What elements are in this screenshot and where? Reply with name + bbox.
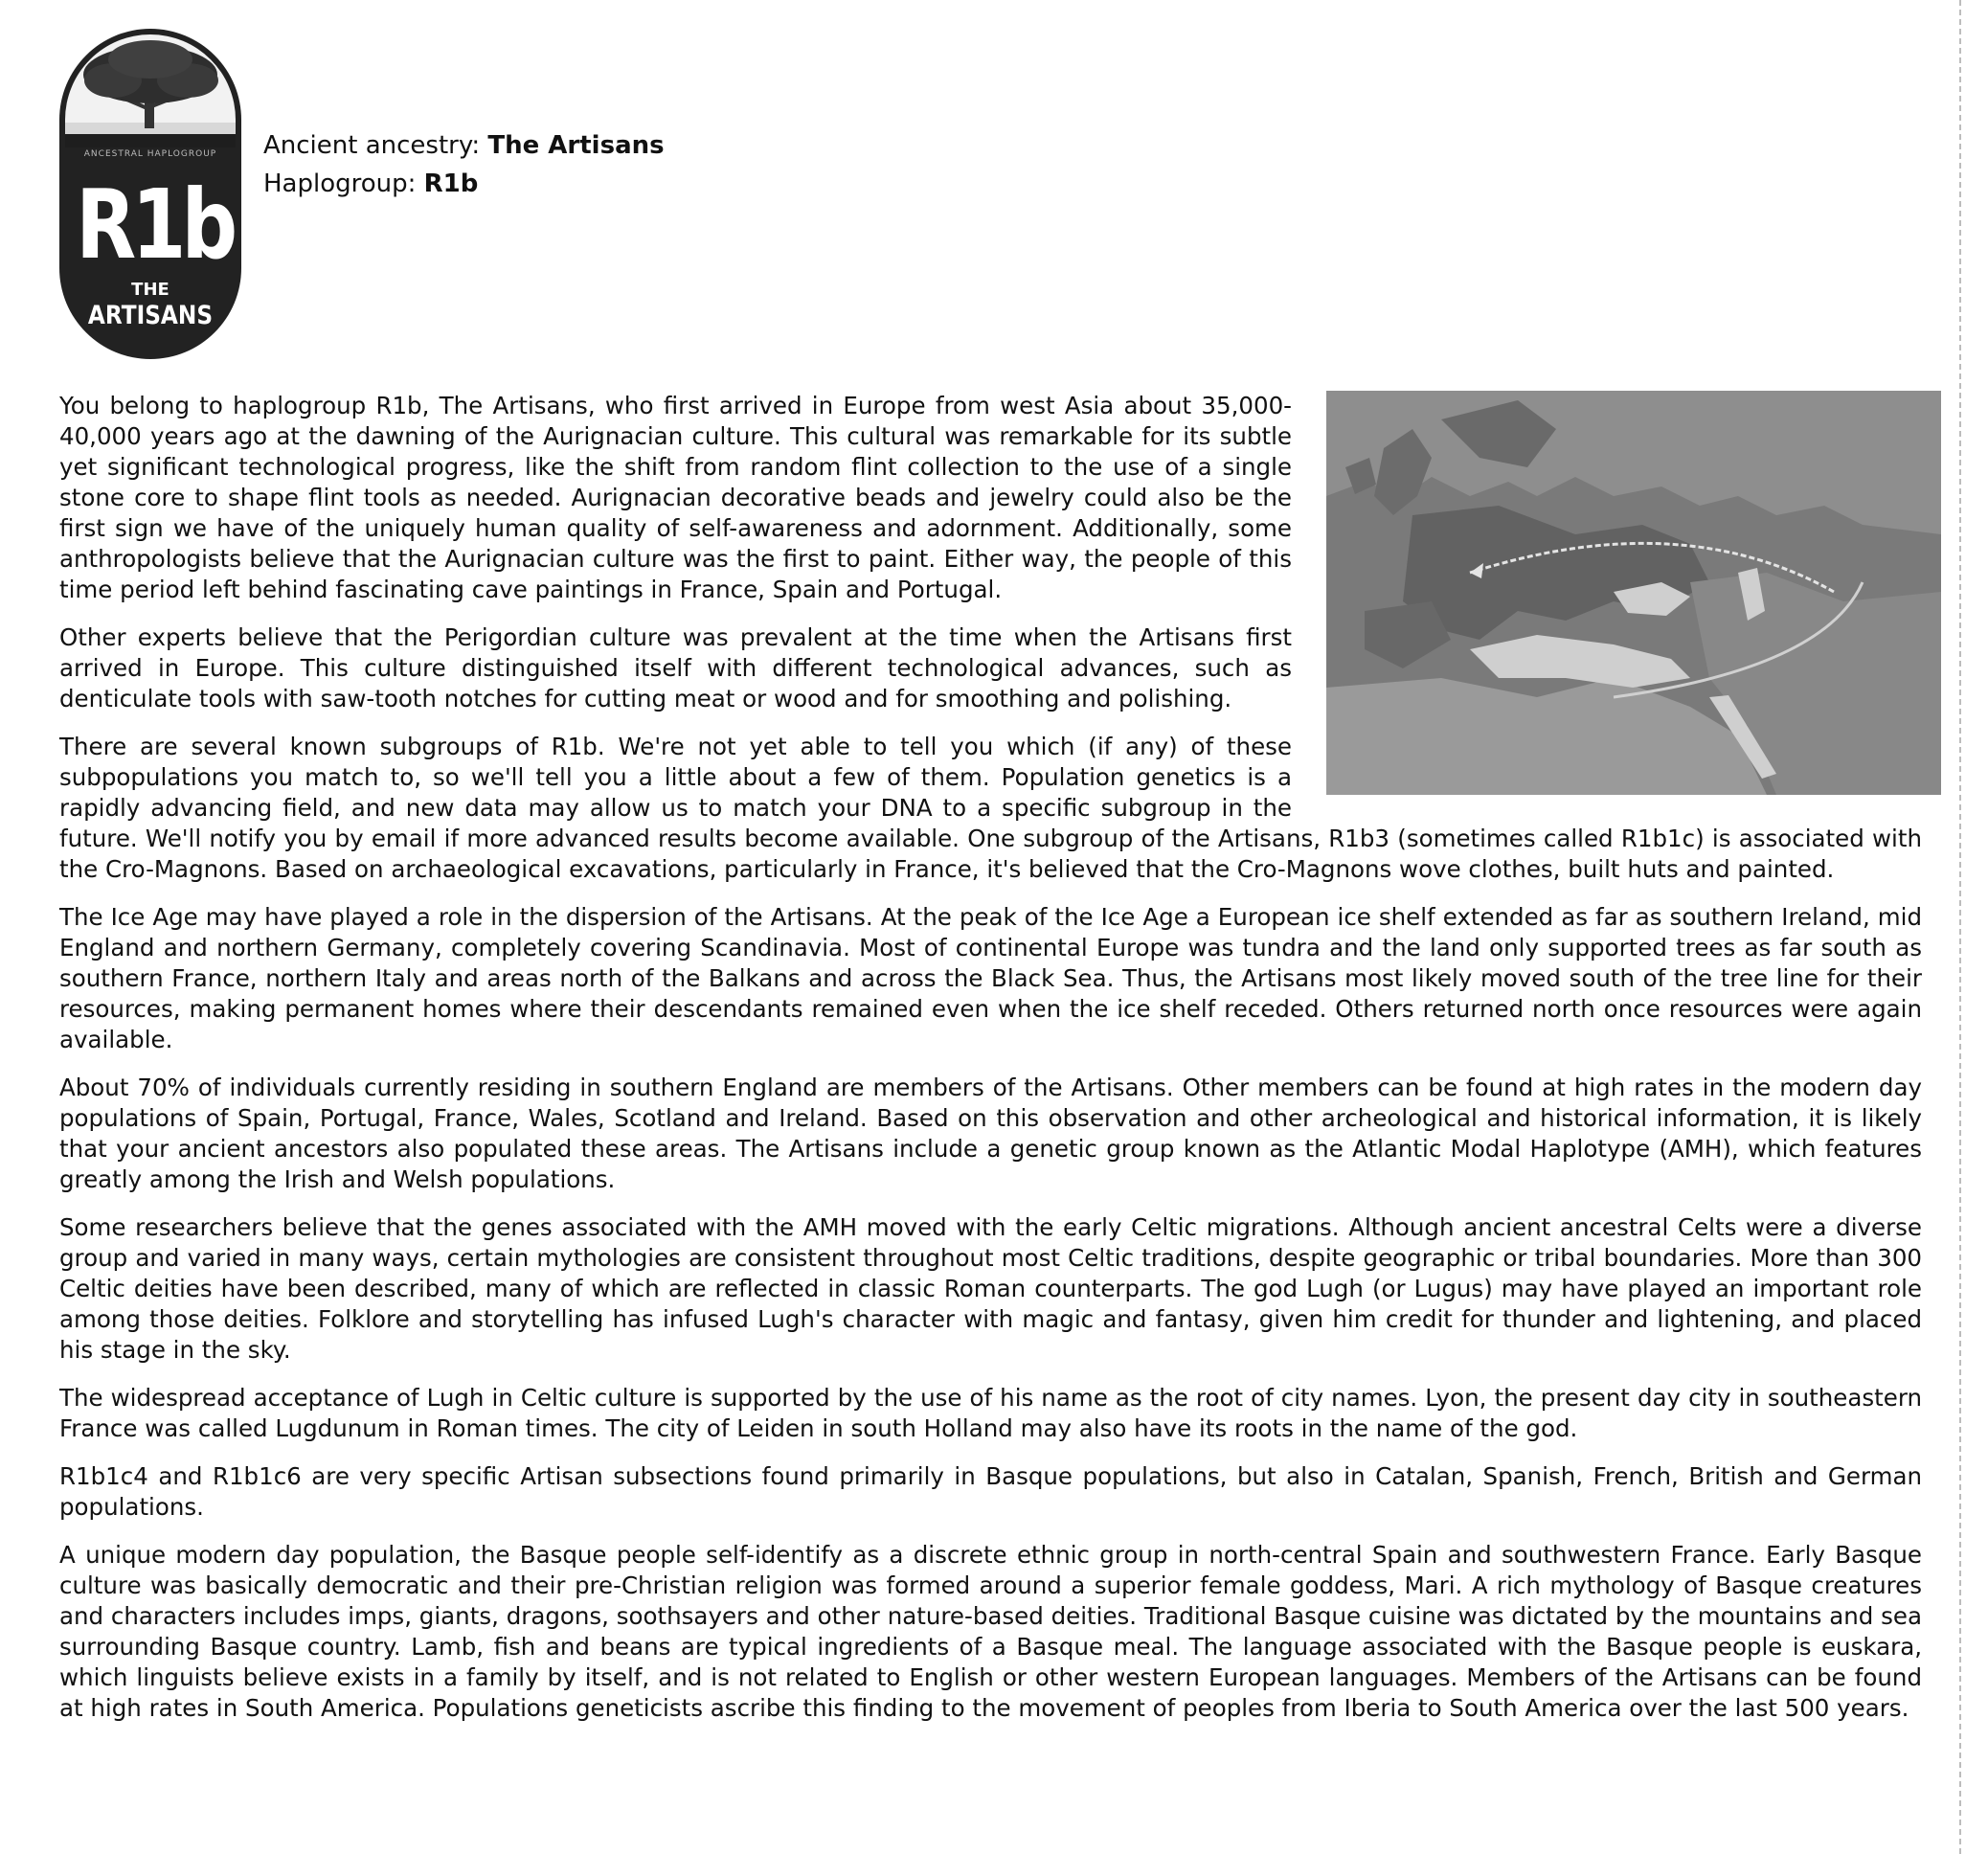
paragraph: Other experts believe that the Perigordian culture was prevalent at the time when the Artisans first arrived in Europe. This culture distinguished itself with different technological advances, such as denticulate tools with saw-tooth notches for cutting meat or wood and for smoothing and polishing. [59, 623, 1292, 712]
ancestry-label: Ancient ancestry: [263, 131, 488, 160]
haplogroup-label: Haplogroup: [263, 170, 424, 198]
tree-icon [65, 34, 236, 147]
badge-band-text: ANCESTRAL HAPLOGROUP [83, 149, 217, 159]
paragraph: A unique modern day population, the Basque people self-identify as a discrete ethnic group in north-central Spain and southwestern France. Early Basque culture was basically democratic and their pre-Christian religion was formed around a superior female goddess, Mari. A rich mythology of Basque creatures and characters includes imps, giants, dragons, soothsayers and other nature-based deities. Traditional Basque cuisine was dictated by the mountains and sea surrounding Basque country. Lamb, fish and beans are typical ingredients of a Basque meal. The language associated with the Basque people is euskara, which linguists believe exists in a family by itself, and is not related to English or other western European languages. Members of the Artisans can be found at high rates in South America. Populations geneticists ascribe this finding to the movement of peoples from Iberia to South America over the last 500 years. [59, 1541, 1922, 1722]
haplogroup-line [263, 165, 665, 203]
badge-the: THE [131, 280, 169, 300]
paragraph: The widespread acceptance of Lugh in Celtic culture is supported by the use of his name as the root of city names. Lyon, the present day city in southeastern France was called Lugdunum in Roman times. The city of Leiden in south Holland may also have its roots in the name of the god. [59, 1384, 1922, 1442]
paragraph: There are several known subgroups of R1b. We're not yet able to tell you which (if any) of these subpopulations you match to, so we'll tell you a little about a few of them. Population genetics is a rapidly advancing field, and new data may allow us to match your DNA to a specific subgroup in the future. We'll notify you by email if more advanced results become available. One subgroup of the Artisans, R1b3 (sometimes called R1b1c) is associated with the Cro-Magnons. Based on archaeological excavations, particularly in France, it's believed that the Cro-Magnons wove clothes, built huts and painted. [59, 733, 1922, 883]
map-spacer [1309, 391, 1922, 804]
badge-name: ARTISANS [87, 301, 214, 330]
ancestry-line [263, 126, 665, 165]
body-text [59, 391, 1922, 1741]
paragraph: About 70% of individuals currently residing in southern England are members of the Artisans. Other members can be found at high rates in the modern day populations of Spain, Portugal, France, Wales, Scotland and Ireland. Based on this observation and other archeological and historical information, it is likely that your ancient ancestors also populated these areas. The Artisans include a genetic group known as the Atlantic Modal Haplotype (AMH), which features greatly among the Irish and Welsh populations. [59, 1074, 1922, 1193]
paragraph: You belong to haplogroup R1b, The Artisans, who first arrived in Europe from west Asia about 35,000- 40,000 years ago at the dawning of the Aurignacian culture. This cultural was remarkable for its subtle yet significant technological progress, like the shift from random flint collection to the use of a single stone core to shape flint tools as needed. Aurignacian decorative beads and jewelry could also be the first sign we have of the uniquely human quality of self-awareness and adornment. Additionally, some anthropologists believe that the Aurignacian culture was the first to paint. Either way, the people of this time period left behind fascinating cave paintings in France, Spain and Portugal. [59, 392, 1292, 603]
paragraph: Some researchers believe that the genes associated with the AMH moved with the early Celtic migrations. Although ancient ancestral Celts were a diverse group and varied in many ways, certain mythologies are consistent throughout most Celtic traditions, despite geographic or tribal boundaries. More than 300 Celtic deities have been described, many of which are reflected in classic Roman counterparts. The god Lugh (or Lugus) may have played an important role among those deities. Folklore and storytelling has infused Lugh's character with magic and fantasy, given him credit for thunder and lightening, and placed his stage in the sky. [59, 1213, 1922, 1364]
page-edge [1959, 0, 1961, 1854]
haplogroup-badge [59, 29, 241, 359]
header [263, 126, 665, 203]
badge-top [65, 34, 236, 147]
haplogroup-value: R1b [423, 170, 479, 198]
ancestry-value: The Artisans [487, 131, 665, 160]
badge-code: R1b [76, 169, 234, 281]
paragraph: The Ice Age may have played a role in the dispersion of the Artisans. At the peak of the Ice Age a European ice shelf extended as far as southern Ireland, mid England and northern Germany, completely covering Scandinavia. Most of continental Europe was tundra and the land only supported trees as far south as southern France, northern Italy and areas north of the Balkans and across the Black Sea. Thus, the Artisans most likely moved south of the tree line for their resources, making permanent homes where their descendants remained even when the ice shelf receded. Others returned north once resources were again available. [59, 903, 1922, 1053]
paragraph: R1b1c4 and R1b1c6 are very specific Artisan subsections found primarily in Basque populations, but also in Catalan, Spanish, French, British and German populations. [59, 1462, 1922, 1521]
